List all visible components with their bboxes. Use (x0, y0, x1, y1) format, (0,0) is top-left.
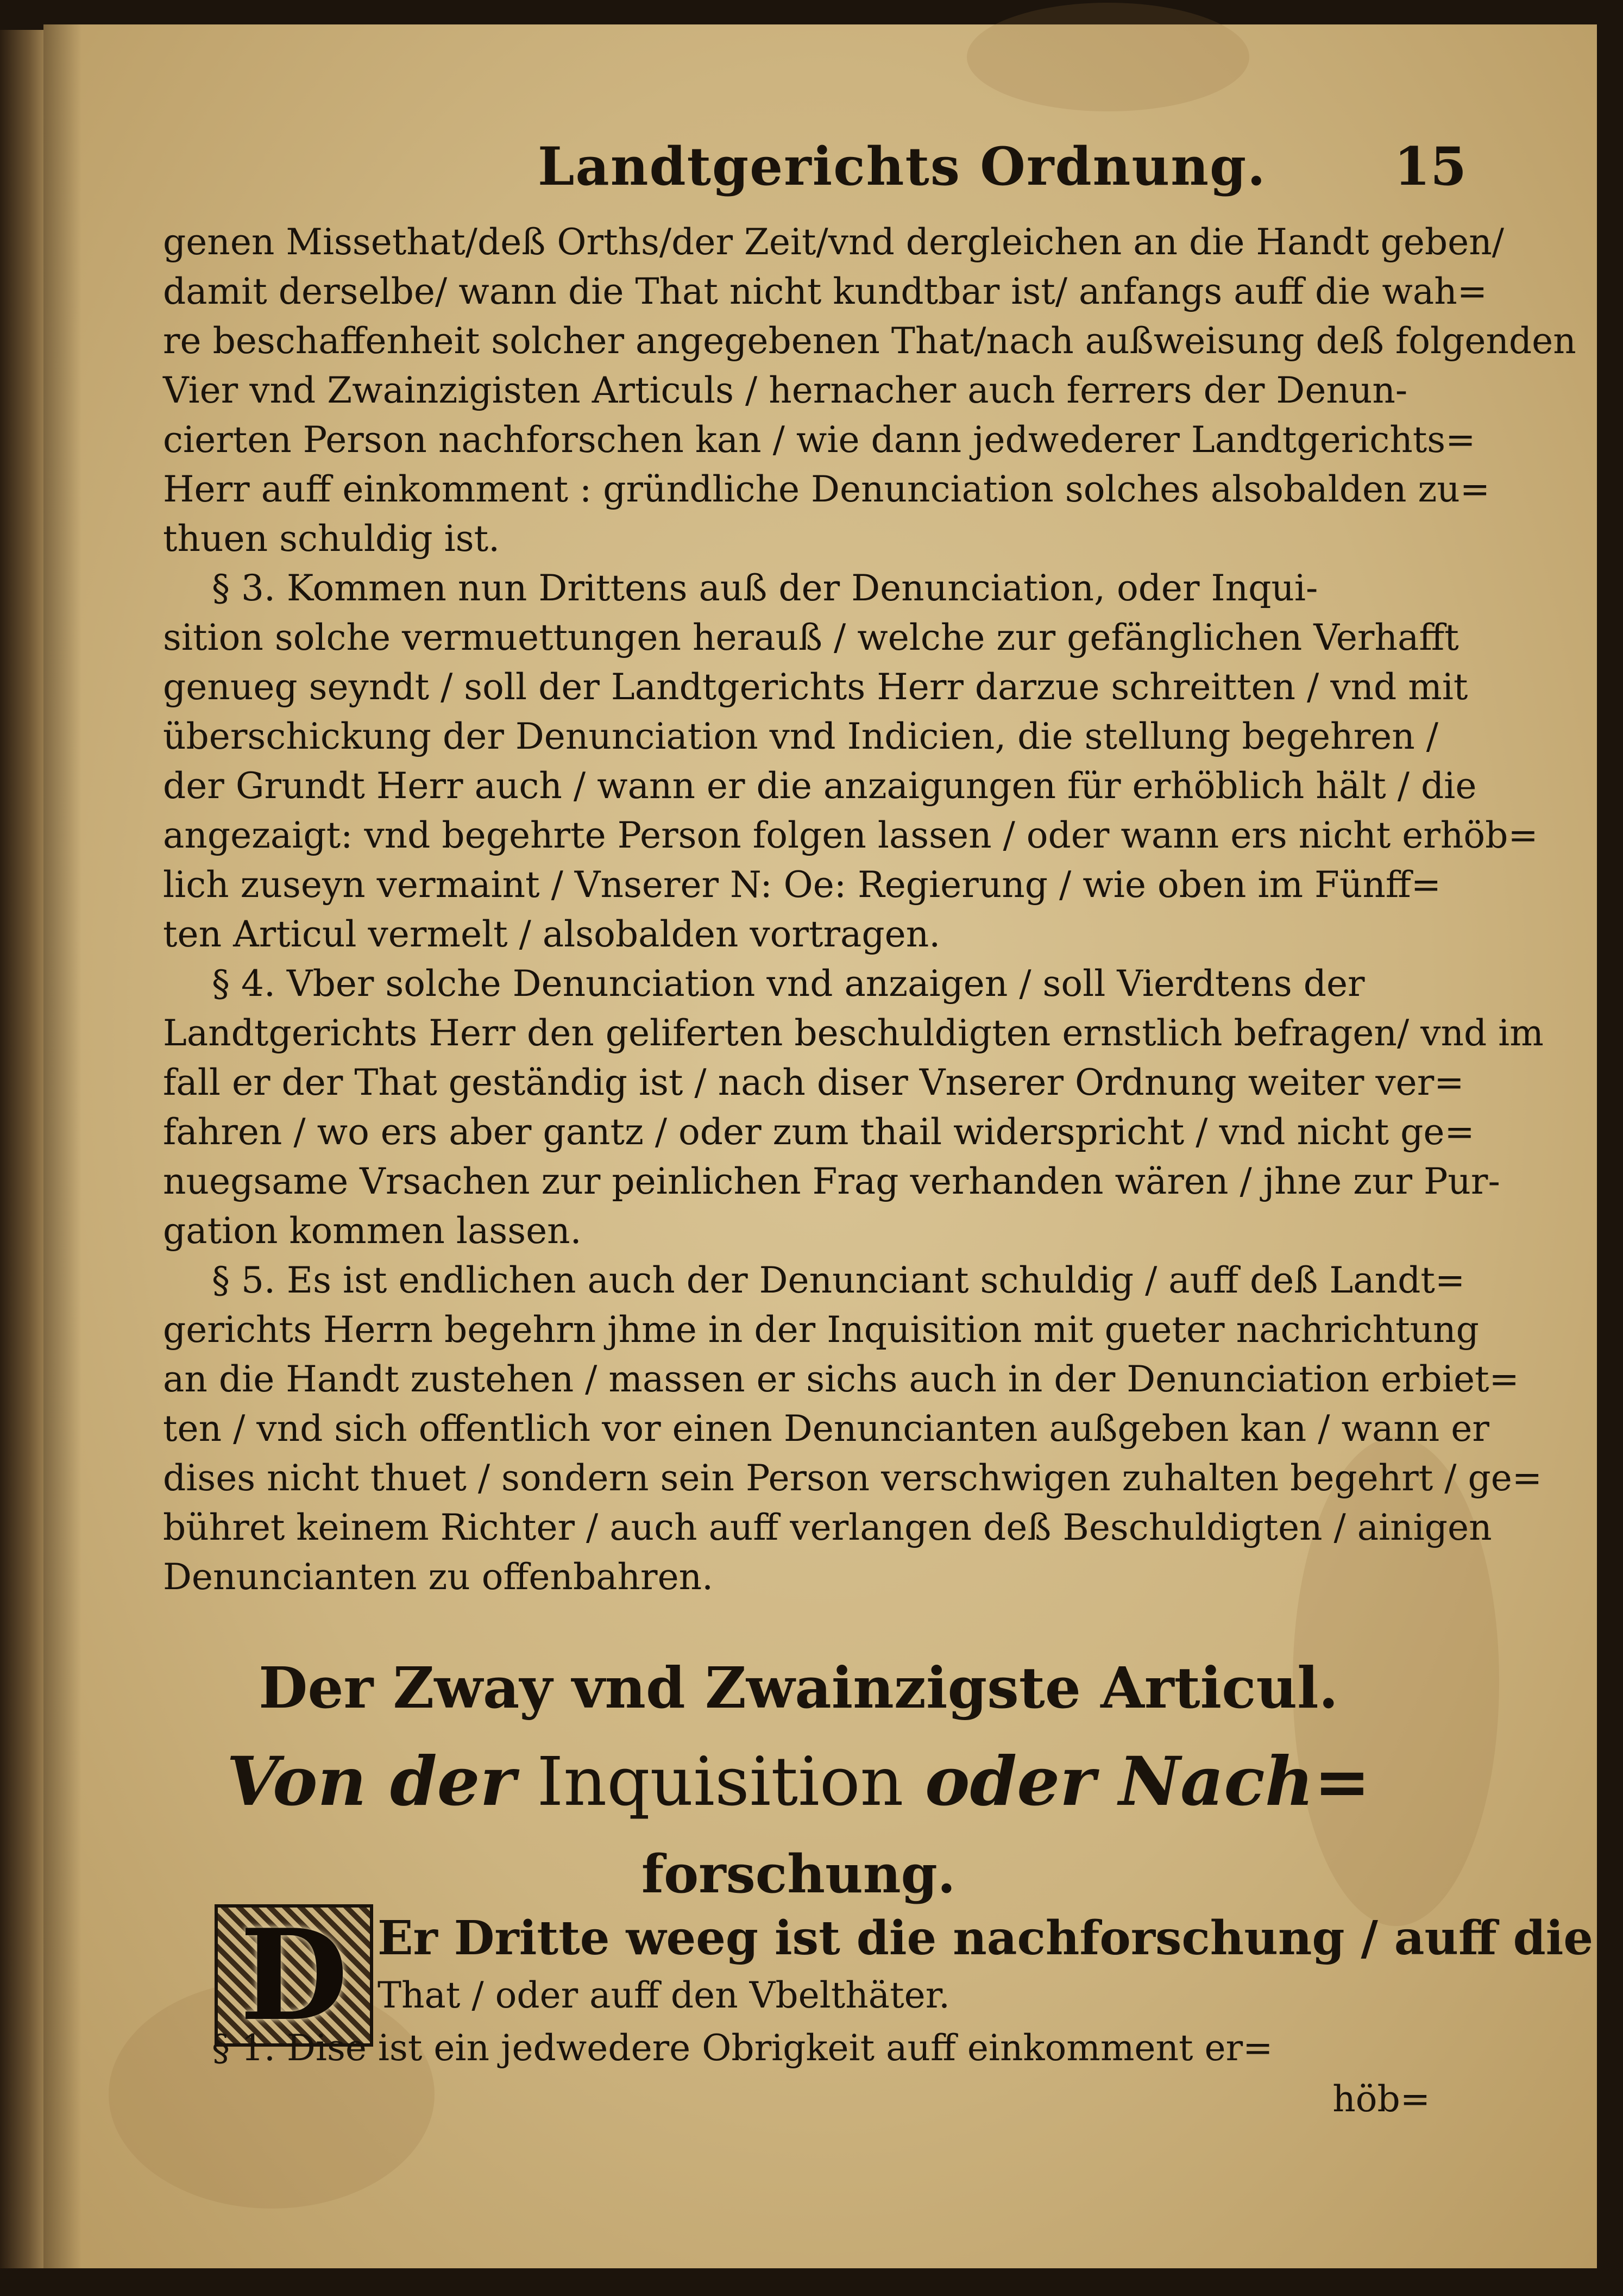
paragraph-section-4 (163, 959, 1544, 1256)
text-line: § 3. Kommen nun Drittens auß der Denunciation, oder Inqui- (212, 567, 1318, 609)
section-title (163, 1736, 1434, 1921)
paragraph-section-3 (163, 563, 1538, 959)
section-title-part: Inquisition (537, 1743, 904, 1821)
text-line: dises nicht thuet / sondern sein Person verschwigen zuhalten begehrt / ge= (163, 1457, 1543, 1499)
text-line: Landtgerichts Herr den geliferten beschuldigten ernstlich befragen/ vnd im (163, 1012, 1544, 1054)
running-title: Landtgerichts Ordnung. (538, 136, 1267, 197)
text-line: damit derselbe/ wann die That nicht kundtbar ist/ anfangs auff die wah= (163, 271, 1488, 312)
section-title-part: forschung. (641, 1843, 956, 1905)
text-line: fahren / wo ers aber gantz / oder zum thail widerspricht / vnd nicht ge= (163, 1111, 1475, 1153)
initial-letter: D (240, 1902, 348, 2049)
text-line: cierten Person nachforschen kan / wie dann jedwederer Landtgerichts= (163, 419, 1476, 461)
section-title-part: oder Nach= (924, 1742, 1370, 1821)
paper-stain (967, 3, 1249, 111)
text-line: re beschaffenheit solcher angegebenen That/nach außweisung deß folgenden (163, 320, 1576, 362)
text-line: fall er der That geständig ist / nach diser Vnserer Ordnung weiter ver= (163, 1062, 1464, 1103)
intro-line: Er Dritte weeg ist die nachforschung / auff die (378, 1911, 1594, 1966)
text-line: § 4. Vber solche Denunciation vnd anzaigen / soll Vierdtens der (212, 963, 1365, 1005)
text-line: gerichts Herrn begehrn jhme in der Inquisition mit gueter nachrichtung (163, 1309, 1479, 1351)
text-line: an die Handt zustehen / massen er sichs auch in der Denunciation erbiet= (163, 1358, 1519, 1400)
text-line: angezaigt: vnd begehrte Person folgen lassen / oder wann ers nicht erhöb= (163, 814, 1538, 856)
text-line: ten Articul vermelt / alsobalden vortragen. (163, 913, 941, 955)
text-line: § 5. Es ist endlichen auch der Denunciant schuldig / auff deß Landt= (212, 1259, 1465, 1301)
text-line: der Grundt Herr auch / wann er die anzaigungen für erhöblich hält / die (163, 765, 1477, 807)
text-line: sition solche vermuettungen herauß / welche zur gefänglichen Verhafft (163, 617, 1459, 658)
gutter-shadow (43, 24, 81, 2268)
paragraph-continuation (163, 217, 1576, 563)
body-text (163, 217, 1576, 1602)
book-gutter (0, 30, 49, 2268)
text-line: bühret keinem Richter / auch auff verlangen deß Beschuldigten / ainigen (163, 1507, 1492, 1548)
text-line: genueg seyndt / soll der Landtgerichts Herr darzue schreitten / vnd mit (163, 666, 1468, 708)
catchword: höb= (1332, 2078, 1430, 2120)
text-line: lich zuseyn vermaint / Vnserer N: Oe: Regierung / wie oben im Fünff= (163, 864, 1442, 906)
text-line: gation kommen lassen. (163, 1210, 582, 1252)
section-title-part: Von der (227, 1742, 515, 1821)
text-line: § 1. Dise ist ein jedwedere Obrigkeit auff einkomment er= (212, 2027, 1273, 2069)
text-line: genen Missethat/deß Orths/der Zeit/vnd dergleichen an die Handt geben/ (163, 221, 1504, 263)
text-line: thuen schuldig ist. (163, 518, 500, 560)
text-line: Vier vnd Zwainzigisten Articuls / hernacher auch ferrers der Denun- (163, 369, 1408, 411)
intro-paragraph (378, 1907, 1594, 2021)
page-number: 15 (1394, 136, 1467, 197)
text-line: ten / vnd sich offentlich vor einen Denuncianten außgeben kan / wann er (163, 1408, 1489, 1450)
article-heading: Der Zway vnd Zwainzigste Articul. (259, 1654, 1338, 1721)
text-line: überschickung der Denunciation vnd Indicien, die stellung begehren / (163, 716, 1438, 757)
intro-line: That / oder auff den Vbelthäter. (378, 1974, 951, 2016)
paragraph-section-5 (163, 1256, 1543, 1602)
text-line: nuegsame Vrsachen zur peinlichen Frag verhanden wären / jhne zur Pur- (163, 1160, 1500, 1202)
page-header (489, 136, 1467, 206)
text-line: Denuncianten zu offenbahren. (163, 1556, 714, 1598)
paragraph-section-1 (163, 2024, 1434, 2073)
text-line: Herr auff einkomment : gründliche Denunciation solches alsobalden zu= (163, 468, 1490, 510)
